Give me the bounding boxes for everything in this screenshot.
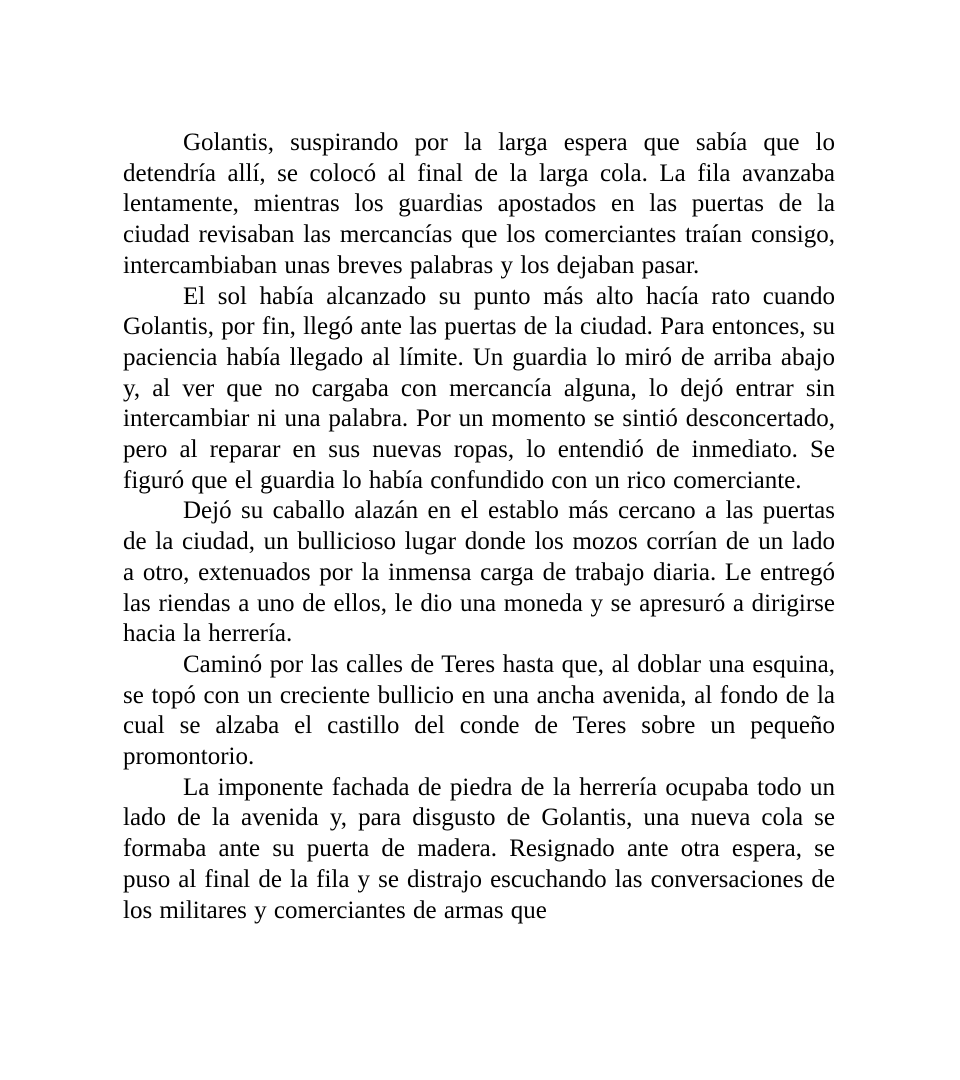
paragraph-5: La imponente fachada de piedra de la herrería ocupaba todo un lado de la avenida y, para disgusto de Golantis, una nueva cola se formaba ante su puerta de madera. Resignado ante otra espera, se puso al final de la fila y se distrajo escuchando las conversaciones de los militares y comerciantes de armas que <box>123 773 835 924</box>
paragraph-2: El sol había alcanzado su punto más alto hacía rato cuando Golantis, por fin, llegó ante las puertas de la ciudad. Para entonces, su paciencia había llegado al límite. Un guardia lo miró de arriba abajo y, al ver que no cargaba con mercancía alguna, lo dejó entrar sin intercambiar ni una palabra. Por un momento se sintió desconcertado, pero al reparar en sus nuevas ropas, lo entendió de inmediato. Se figuró que el guardia lo había confundido con un rico comerciante. <box>123 282 835 494</box>
text-block <box>123 128 835 926</box>
paragraph-4: Caminó por las calles de Teres hasta que, al doblar una esquina, se topó con un creciente bullicio en una ancha avenida, al fondo de la cual se alzaba el castillo del conde de Teres sobre un pequeño promontorio. <box>123 650 835 771</box>
paragraph-3: Dejó su caballo alazán en el establo más cercano a las puertas de la ciudad, un bullicioso lugar donde los mozos corrían de un lado a otro, extenuados por la inmensa carga de trabajo diaria. Le entregó las riendas a uno de ellos, le dio una moneda y se apresuró a dirigirse hacia la herrería. <box>123 497 835 648</box>
paragraph-1: Golantis, suspirando por la larga espera que sabía que lo detendría allí, se colocó al final de la larga cola. La fila avanzaba lentamente, mientras los guardias apostados en las puertas de la ciudad revisaban las mercancías que los comerciantes traían consigo, intercambiaban unas breves palabras y los dejaban pasar. <box>123 129 835 279</box>
